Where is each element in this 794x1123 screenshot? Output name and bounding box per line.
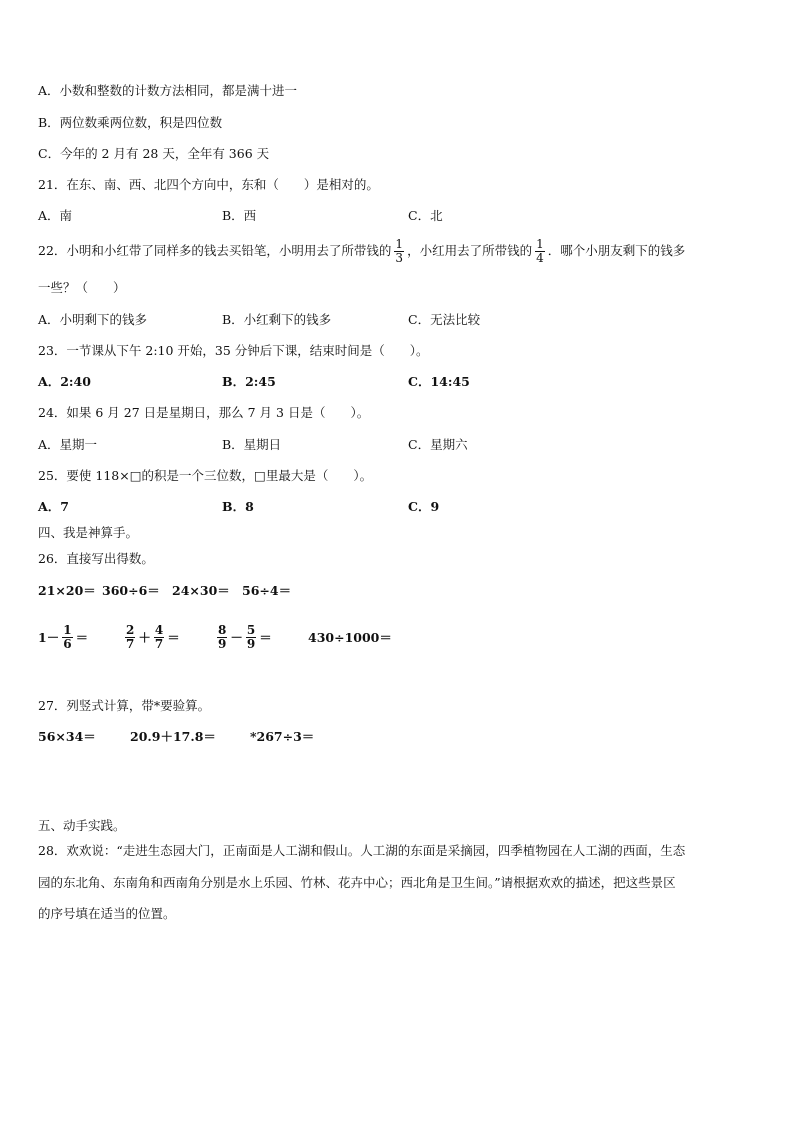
q24-stem: 24．如果 6 月 27 日是星期日，那么 7 月 3 日是（ ）。 — [38, 405, 370, 420]
q26-expr6-denominator-a: 7 — [126, 636, 135, 651]
q23-option-a: A．2:40 — [38, 374, 91, 389]
q22-frac1-numerator: 1 — [395, 236, 404, 251]
q26-expr-7 — [214, 618, 272, 656]
q26-expr6-equals: ＝ — [167, 630, 180, 645]
q26-expr7-operator: － — [230, 630, 243, 645]
q21-option-a: A．南 — [38, 208, 73, 223]
q20-option-a: A．小数和整数的计数方法相同，都是满十进一 — [38, 83, 298, 98]
q25-stem: 25．要使 118×□的积是一个三位数，□里最大是（ ）。 — [38, 468, 373, 483]
q28-line-3: 的序号填在适当的位置。 — [38, 906, 176, 921]
q26-expr6-fraction-b — [154, 624, 164, 651]
q26-expr5-denominator: 6 — [63, 636, 72, 651]
q21-option-c: C．北 — [408, 208, 443, 223]
q26-expr-2: 360÷6＝ — [102, 583, 160, 598]
q26-expr6-numerator-b: 4 — [154, 622, 164, 637]
q26-expr7-fraction-a — [217, 624, 227, 651]
q28-line-1: 28．欢欢说：“走进生态园大门，正南面是人工湖和假山。人工湖的东面是采摘园，四季植物园在人工湖的西面，生态 — [38, 843, 686, 858]
q24-option-a: A．星期一 — [38, 437, 98, 452]
q24-option-b: B．星期日 — [222, 437, 282, 452]
q22-option-b: B．小红剩下的钱多 — [222, 312, 332, 327]
q23-option-c: C．14:45 — [408, 374, 470, 389]
q26-expr7-fraction-b — [246, 624, 256, 651]
q24-option-c: C．星期六 — [408, 437, 468, 452]
section4-title: 四、我是神算手。 — [38, 525, 139, 540]
q22-stem-part2: ，小红用去了所带钱的 — [407, 243, 533, 258]
q26-expr7-denominator-b: 9 — [246, 636, 256, 651]
q26-expr6-operator: ＋ — [138, 630, 151, 645]
q25-option-b: B．8 — [222, 499, 254, 514]
q21-option-b: B．西 — [222, 208, 257, 223]
q26-expr7-numerator-a: 8 — [218, 622, 227, 637]
q26-expr-3: 24×30＝ — [172, 583, 230, 598]
q22-stem-part1: 22．小明和小红带了同样多的钱去买铅笔，小明用去了所带钱的 — [38, 243, 392, 258]
q22-frac2-denominator: 4 — [536, 250, 544, 265]
q26-expr5-fraction — [62, 624, 72, 651]
q22-fraction-one-third — [394, 238, 404, 265]
q26-stem: 26．直接写出得数。 — [38, 551, 154, 566]
q26-expr7-numerator-b: 5 — [246, 622, 256, 637]
q26-expr5-numerator: 1 — [63, 622, 72, 637]
q20-option-c: C．今年的 2 月有 28 天，全年有 366 天 — [38, 146, 270, 161]
q26-expr-6 — [122, 618, 180, 656]
q22-fraction-one-fourth — [535, 238, 545, 265]
q22-stem — [38, 236, 685, 266]
q22-frac1-denominator: 3 — [395, 250, 404, 265]
q27-item-1: 56×34＝ — [38, 729, 96, 744]
q28-line-2: 园的东北角、东南角和西南角分别是水上乐园、竹林、花卉中心；西北角是卫生间。”请根据欢欢的描述，把这些景区 — [38, 875, 676, 890]
q22-option-c: C．无法比较 — [408, 312, 481, 327]
q26-expr7-equals: ＝ — [259, 630, 272, 645]
q26-expr7-denominator-a: 9 — [218, 636, 227, 651]
section5-title: 五、动手实践。 — [38, 818, 126, 833]
q25-option-a: A．7 — [38, 499, 69, 514]
q26-expr5-lead: 1－ — [38, 630, 60, 645]
q26-expr6-numerator-a: 2 — [126, 622, 135, 637]
q20-option-b: B．两位数乘两位数，积是四位数 — [38, 115, 223, 130]
q26-expr-5 — [38, 618, 88, 656]
q22-option-a: A．小明剩下的钱多 — [38, 312, 148, 327]
q26-expr5-equals: ＝ — [75, 630, 89, 645]
q21-stem: 21．在东、南、西、北四个方向中，东和（ ）是相对的。 — [38, 177, 379, 192]
q26-expr-1: 21×20＝ — [38, 583, 96, 598]
q26-expr6-fraction-a — [125, 624, 135, 651]
q27-item-3: *267÷3＝ — [250, 729, 315, 744]
q27-item-2: 20.9＋17.8＝ — [130, 729, 216, 744]
q22-frac2-numerator: 1 — [536, 236, 544, 251]
q26-expr-4: 56÷4＝ — [242, 583, 292, 598]
q22-stem-part3: ．哪个小朋友剩下的钱多 — [547, 243, 686, 258]
q23-option-b: B．2:45 — [222, 374, 276, 389]
q26-expr6-denominator-b: 7 — [154, 636, 164, 651]
q25-option-c: C．9 — [408, 499, 440, 514]
q26-expr-8: 430÷1000＝ — [308, 630, 392, 645]
q27-stem: 27．列竖式计算，带*要验算。 — [38, 698, 211, 713]
q23-stem: 23．一节课从下午 2:10 开始，35 分钟后下课，结束时间是（ ）。 — [38, 343, 429, 358]
q22-stem-line2: 一些？（ ） — [38, 280, 126, 295]
